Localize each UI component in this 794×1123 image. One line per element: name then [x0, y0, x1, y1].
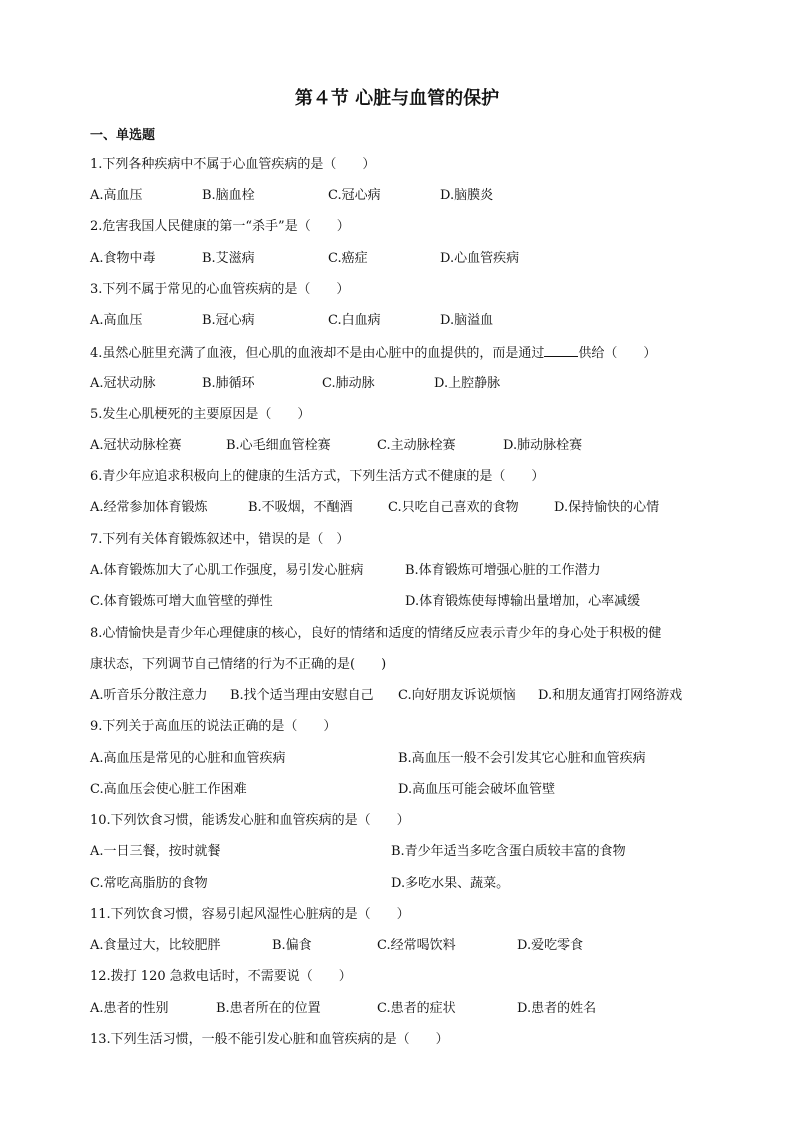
option-c: C.主动脉栓赛 — [377, 438, 456, 453]
option-a: A.高血压 — [90, 188, 143, 203]
option-d: D.和朋友通宵打网络游戏 — [538, 688, 683, 703]
option-d: D.保持愉快的心情 — [554, 500, 660, 515]
option-d: D.肺动脉栓赛 — [503, 438, 583, 453]
option-c: C.常吃高脂肪的食物 — [90, 876, 208, 891]
option-d: D.脑溢血 — [440, 313, 494, 328]
stem-text: 供给（ ） — [578, 346, 657, 361]
option-c: C.经常喝饮料 — [377, 938, 456, 953]
option-c: C.患者的症状 — [377, 1001, 456, 1016]
option-c: C.肺动脉 — [322, 376, 375, 391]
option-c: C.冠心病 — [328, 188, 381, 203]
option-c: C.白血病 — [328, 313, 381, 328]
option-c: C.向好朋友诉说烦恼 — [398, 688, 516, 703]
option-b: B.高血压一般不会引发其它心脏和血管疾病 — [398, 751, 646, 766]
option-d: D.高血压可能会破坏血管壁 — [398, 782, 556, 797]
question-5-stem: 5.发生心肌梗死的主要原因是（ ） — [90, 407, 311, 422]
option-c: C.只吃自己喜欢的食物 — [388, 500, 519, 515]
question-4-stem — [90, 344, 656, 362]
option-a: A.高血压 — [90, 313, 143, 328]
option-b: B.青少年适当多吃含蛋白质较丰富的食物 — [391, 844, 626, 859]
option-a: A.经常参加体育锻炼 — [90, 500, 208, 515]
option-b: B.脑血栓 — [202, 188, 255, 203]
option-d: D.患者的姓名 — [517, 1001, 597, 1016]
option-a: A.食量过大，比较肥胖 — [90, 938, 221, 953]
question-11-stem: 11.下列饮食习惯，容易引起风湿性心脏病的是（ ） — [90, 907, 410, 922]
option-d: D.爱吃零食 — [517, 938, 584, 953]
option-b: B.体育锻炼可增强心脏的工作潜力 — [405, 563, 601, 578]
option-b: B.找个适当理由安慰自己 — [230, 688, 374, 703]
option-b: B.心毛细血管栓赛 — [226, 438, 331, 453]
option-b: B.不吸烟，不酗酒 — [248, 500, 353, 515]
question-7-stem: 7.下列有关体育锻炼叙述中，错误的是（ ） — [90, 532, 350, 547]
question-13-stem: 13.下列生活习惯，一般不能引发心脏和血管疾病的是（ ） — [90, 1032, 449, 1047]
question-3-stem: 3.下列不属于常见的心血管疾病的是（ ） — [90, 282, 350, 297]
question-8-stem-line1: 8.心情愉快是青少年心理健康的核心，良好的情绪和适度的情绪反应表示青少年的身心处于积极的健 — [90, 626, 662, 641]
option-a: A.食物中毒 — [90, 251, 156, 266]
question-6-stem: 6.青少年应追求积极向上的健康的生活方式，下列生活方式不健康的是（ ） — [90, 469, 545, 484]
option-c: C.癌症 — [328, 251, 368, 266]
option-b: B.冠心病 — [202, 313, 255, 328]
option-d: D.体育锻炼使每博输出量增加，心率减缓 — [405, 594, 641, 609]
section-heading: 一、单选题 — [90, 128, 156, 143]
option-b: B.偏食 — [272, 938, 312, 953]
question-10-stem: 10.下列饮食习惯，能诱发心脏和血管疾病的是（ ） — [90, 813, 410, 828]
option-a: A.体育锻炼加大了心肌工作强度，易引发心脏病 — [90, 563, 364, 578]
option-a: A.一日三餐，按时就餐 — [90, 844, 221, 859]
question-2-stem: 2.危害我国人民健康的第一“杀手”是（ ） — [90, 219, 350, 234]
option-a: A.患者的性别 — [90, 1001, 169, 1016]
stem-text: 4.虽然心脏里充满了血液，但心肌的血液却不是由心脏中的血提供的，而是通过 — [90, 346, 545, 361]
page-title: 第４节 心脏与血管的保护 — [294, 88, 500, 109]
question-9-stem: 9.下列关于高血压的说法正确的是（ ） — [90, 719, 337, 734]
option-a: A.听音乐分散注意力 — [90, 688, 208, 703]
option-c: C.体育锻炼可增大血管壁的弹性 — [90, 594, 273, 609]
question-1-stem: 1.下列各种疾病中不属于心血管疾病的是（ ） — [90, 157, 376, 172]
option-d: D.上腔静脉 — [434, 376, 501, 391]
option-b: B.肺循环 — [202, 376, 255, 391]
option-d: D.多吃水果、蔬菜。 — [391, 876, 510, 891]
option-d: D.脑膜炎 — [440, 188, 494, 203]
question-12-stem: 12.拨打 120 急救电话时，不需要说（ ） — [90, 969, 352, 984]
option-b: B.患者所在的位置 — [216, 1001, 321, 1016]
option-d: D.心血管疾病 — [440, 251, 520, 266]
option-b: B.艾滋病 — [202, 251, 255, 266]
answer-blank — [544, 344, 578, 357]
question-8-stem-line2: 康状态，下列调节自己情绪的行为不正确的是( ) — [90, 657, 387, 672]
option-a: A.高血压是常见的心脏和血管疾病 — [90, 751, 286, 766]
option-a: A.冠状动脉栓赛 — [90, 438, 182, 453]
option-a: A.冠状动脉 — [90, 376, 156, 391]
option-c: C.高血压会使心脏工作困难 — [90, 782, 247, 797]
